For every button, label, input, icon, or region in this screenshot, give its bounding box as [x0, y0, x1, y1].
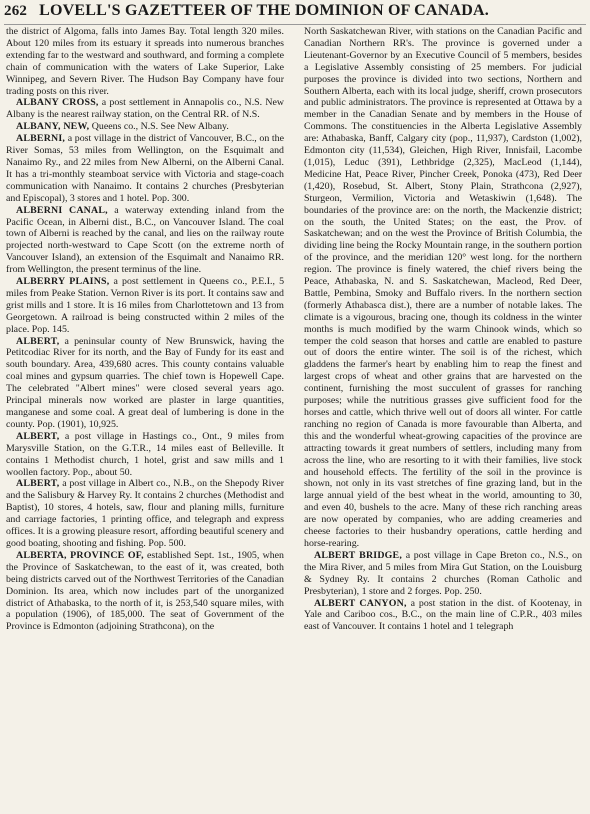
- entry-text: a post settlement in Annapolis co., N.S. New Albany is the nearest railway station, on the Central RR. of N.S.: [6, 97, 284, 121]
- gazetteer-entry: [6, 97, 284, 121]
- page-header: [4, 2, 586, 25]
- entry-name: ALBERT,: [16, 478, 60, 490]
- page-number: 262: [4, 3, 28, 19]
- gazetteer-entry: [6, 550, 284, 633]
- entry-name: ALBERRY PLAINS,: [16, 276, 110, 288]
- gazetteer-entry: [6, 478, 284, 549]
- entry-text: a post station in the dist. of Kootenay, in Yale and Cariboo cos., B.C., on the main line of C.P.R., 403 miles east of Vancouver. It contains 1 hotel and 1 telegraph: [304, 597, 582, 633]
- entry-name: ALBERNI CANAL,: [16, 204, 108, 216]
- entry-name: ALBANY CROSS,: [16, 97, 99, 109]
- gazetteer-entry: [6, 133, 284, 204]
- entry-name: ALBERT,: [16, 430, 60, 442]
- entry-text: established Sept. 1st., 1905, when the Province of Saskatchewan, to the east of it, was created, both being districts carved out of the Northwest Territories of the Canadian Dominion. Its area, which now includes part of the unorganized district of Athabaska, to the north of it, is 253,540 square miles, with a population (1906), of 185,000. The seat of Government of the Province is Edmonton (adjoining Strathcona), on the: [6, 549, 284, 633]
- entry-name: ALBANY, NEW,: [16, 121, 90, 133]
- entry-name: ALBERT,: [16, 335, 60, 347]
- entry-text: North Saskatchewan River, with stations on the Canadian Pacific and Canadian Northern RR's. The province is governed under a Lieutenant-Governor by an Executive Council of 5 members, besides a Legislative Assembly consisting of 25 members. For judicial purposes the province is divided into two sections, Northern and Southern Alberta, each with its local judge, sheriff, crown prosecutors and public administrators. The province is represented at Ottawa by a member in the Canadian Senate and by members in the House of Commons. The constituencies in the Alberta Legislative Assembly are: Athabaska, Banff, Calgary city (pop., 11,937), Cardston (1,002), Edmonton city (11,534), Gleichen, High River, Innisfail, Lacombe (1,015), Leduc (391), Lethbridge (2,325), MacLeod (1,144), Medicine Hat, Peace River, Pincher Creek, Ponoka (473), Red Deer (1,420), Rosebud, St. Albert, Stony Plain, Strathcona (2,927), Sturgeon, Vermilion, Victoria and Wetaskiwin (1,648). The boundaries of the province are: on the north, the Mackenzie district; on the south, the United States; on the east, the Prov. of Saskatchewan; and on the west the Province of British Columbia, the dividing line being the Rocky Mountain range, in the southern portion of the province, and the meridian 120° west long. for the northern region. The province is finely watered, the chief rivers being the Peace, Athabaska, N. and S. Saskatchewan, Macleod, Red Deer, Battle, Pembina, Smoky and Buffalo rivers. In the northern section (formerly Athabasca dist.), there are a number of notable lakes. The climate is a vigourous, bracing one, though its coldness in the winter months is much modified by the warm Chinook winds, which so temper the cold season that horses and cattle are enabled to pasture out of doors the entire winter. The soil is of the richest, which gladdens the farmer's heart by enabling him to reap the finest and largest crops of wheat and other grains that are harvested on the continent, furnishing the most succulent of grasses for ranching purposes; while the nutritious grasses give sufficient food for the horses and cattle, which thrive well out of doors all winter. For cattle ranching no region of Canada is more favourable than Alberta, and this and the wonderful wheat-growing capacities of the province are attracting towards it great numbers of settlers, including many from across the line, who are resorting to it with their families, live stock and household effects. The fertility of the soil in the province is shown, not only in its vast stretches of fine grazing land, but in the large annual yield of the best wheat in the world, amounting to 30, and even 40, bushels to the acre. Many of these rich ranching areas are now operated by companies, who are adding creameries and cheese factories to their husbandry operations, cattle herding and horse-rearing.: [304, 26, 582, 549]
- gazetteer-entry: [6, 336, 284, 431]
- entry-text: a post village in Albert co., N.B., on the Shepody River and the Salisbury & Harvey Ry. It contains 2 churches (Methodist and Baptist), 10 stores, 4 hotels, saw, flour and planing mills, furniture and carriage factories, 1 printing office, and telegraph and express offices. It is a growing pleasure resort, affording beautiful scenery and good boating, shooting and fishing. Pop. 500.: [6, 478, 284, 549]
- gazetteer-entry: [6, 205, 284, 276]
- gazetteer-entry: [304, 598, 582, 634]
- entry-text: a post village in the district of Vancouver, B.C., on the River Somas, 53 miles from Wellington, on the Esquimalt and Nanaimo Ry., and 22 miles from New Alberni, on the Alberni Canal. It has a tri-monthly steamboat service with Victoria and stage-coach communication with Nanaimo. It contains 2 churches (Presbyterian and Episcopal), 3 stores and 1 hotel. Pop. 300.: [6, 133, 284, 204]
- entry-text: Queens co., N.S. See New Albany.: [89, 121, 229, 133]
- entry-text: a post village in Hastings co., Ont., 9 miles from Marysville Station, on the G.T.R., 14 miles east of Belleville. It contains 1 Methodist church, 1 hotel, grist and saw mills and 1 woollen factory. Pop., about 50.: [6, 430, 284, 478]
- right-column: [304, 26, 582, 812]
- gazetteer-entry: [304, 550, 582, 598]
- gazetteer-entry: [304, 26, 582, 550]
- entry-text: a peninsular county of New Brunswick, having the Petitcodiac River for its north, and the Bay of Fundy for its east and south boundary. Area, 439,680 acres. This county contains valuable coal mines and gypsum quarries. The chief town is Hopewell Cape. The celebrated "Albert mines" were closed several years ago. Principal minerals now worked are plaster in large quantities, manganese and some coal. A great deal of lumbering is done in the county. Pop. (1901), 10,925.: [6, 335, 284, 430]
- entry-name: ALBERT BRIDGE,: [314, 549, 403, 561]
- gazetteer-entry: [6, 431, 284, 479]
- gazetteer-entry: [6, 276, 284, 336]
- entry-text: a post village in Cape Breton co., N.S., on the Mira River, and 5 miles from Mira Gut Station, on the Louisburg & Sydney Ry. It contains 2 churches (Roman Catholic and Presbyterian), 1 store and 2 forges. Pop. 250.: [304, 549, 582, 597]
- entry-text: the district of Algoma, falls into James Bay. Total length 320 miles. About 120 miles from its estuary it spreads into numerous branches extending far to the westward and southward, and forming a complete chain of communication with the waters of Lake Superior, Lake Winnipeg, and Severn River. The Hudson Bay Company have four trading posts on this river.: [6, 26, 284, 97]
- entry-name: ALBERTA, PROVINCE OF,: [16, 549, 144, 561]
- entry-name: ALBERT CANYON,: [314, 597, 407, 609]
- gazetteer-entry: [6, 26, 284, 97]
- entry-text: a post settlement in Queens co., P.E.I., 5 miles from Peake Station. Vernon River is its port. It contains saw and grist mills and 1 store. It is 16 miles from Charlottetown and 13 from Georgetown. A railroad is being constructed within 2 miles of the place. Pop. 145.: [6, 276, 284, 335]
- left-column: [6, 26, 284, 812]
- gazetteer-entry: [6, 121, 284, 133]
- entry-text: a waterway extending inland from the Pacific Ocean, in Alberni dist., B.C., on Vancouver Island. The coal town of Alberni is reached by the canal, and lies on the railway route projected north-westward to Cape Scott (on the extreme north of Vancouver Island), an extension of the Esquimalt and Nanaimo RR. from Wellington, the present terminus of the line.: [6, 204, 284, 276]
- entry-name: ALBERNI,: [16, 133, 66, 145]
- running-head: LOVELL'S GAZETTEER OF THE DOMINION OF CANADA.: [39, 2, 489, 19]
